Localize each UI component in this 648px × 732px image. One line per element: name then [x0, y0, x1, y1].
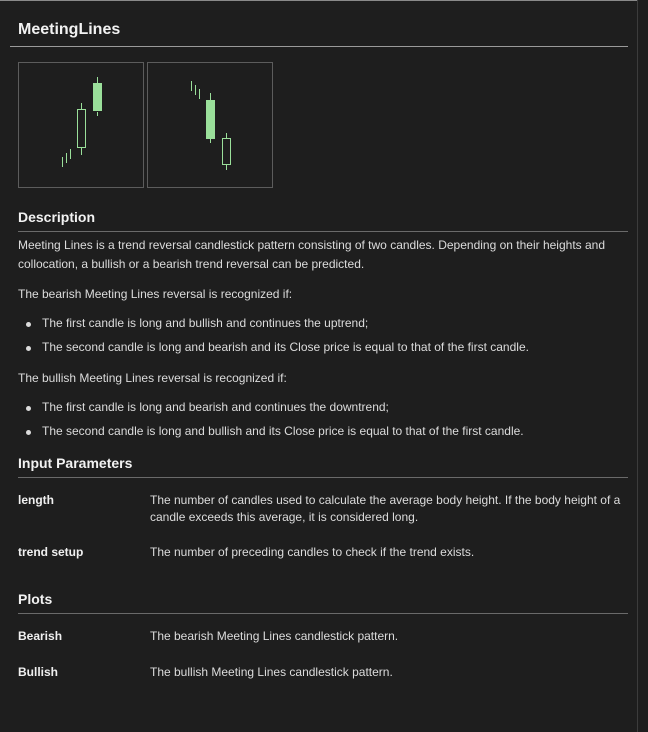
- window-right-border: [637, 0, 638, 732]
- bullet-icon: [26, 430, 31, 435]
- parameter-name: trend setup: [18, 545, 84, 559]
- bullet-icon: [26, 406, 31, 411]
- bullish-pattern-image: [147, 62, 273, 188]
- description-intro: Meeting Lines is a trend reversal candlestick pattern consisting of two candles. Depending on their heights and collocation, a bullish or a bearish trend reversal can be predicted.: [18, 238, 606, 271]
- page-title: MeetingLines: [18, 21, 121, 38]
- bullet-icon: [26, 322, 31, 327]
- bearish-candles-icon: [19, 63, 145, 189]
- plot-description: The bullish Meeting Lines candlestick pattern.: [150, 665, 393, 679]
- description-divider: [18, 231, 628, 232]
- parameter-description: The number of preceding candles to check if the trend exists.: [150, 545, 475, 559]
- plot-name: Bullish: [18, 665, 59, 679]
- input-parameters-divider: [18, 477, 628, 478]
- description-heading: Description: [18, 209, 96, 225]
- bearish-pattern-image: [18, 62, 144, 188]
- bullish-candles-icon: [148, 63, 274, 189]
- plots-heading: Plots: [18, 591, 53, 607]
- parameter-name: length: [18, 493, 54, 507]
- input-parameters-heading: Input Parameters: [18, 455, 133, 471]
- title-divider: [10, 46, 628, 47]
- plots-divider: [18, 613, 628, 614]
- pattern-thumbnails: [18, 62, 273, 188]
- window-top-border: [0, 0, 638, 1]
- plot-name: Bearish: [18, 629, 63, 643]
- bullet-icon: [26, 346, 31, 351]
- plot-description: The bearish Meeting Lines candlestick pattern.: [150, 629, 399, 643]
- parameter-description: The number of candles used to calculate the average body height. If the body height of a candle exceeds this average, it is considered long.: [150, 493, 621, 524]
- bullish-intro: The bullish Meeting Lines reversal is recognized if:: [18, 371, 287, 385]
- bearish-intro: The bearish Meeting Lines reversal is recognized if:: [18, 287, 293, 301]
